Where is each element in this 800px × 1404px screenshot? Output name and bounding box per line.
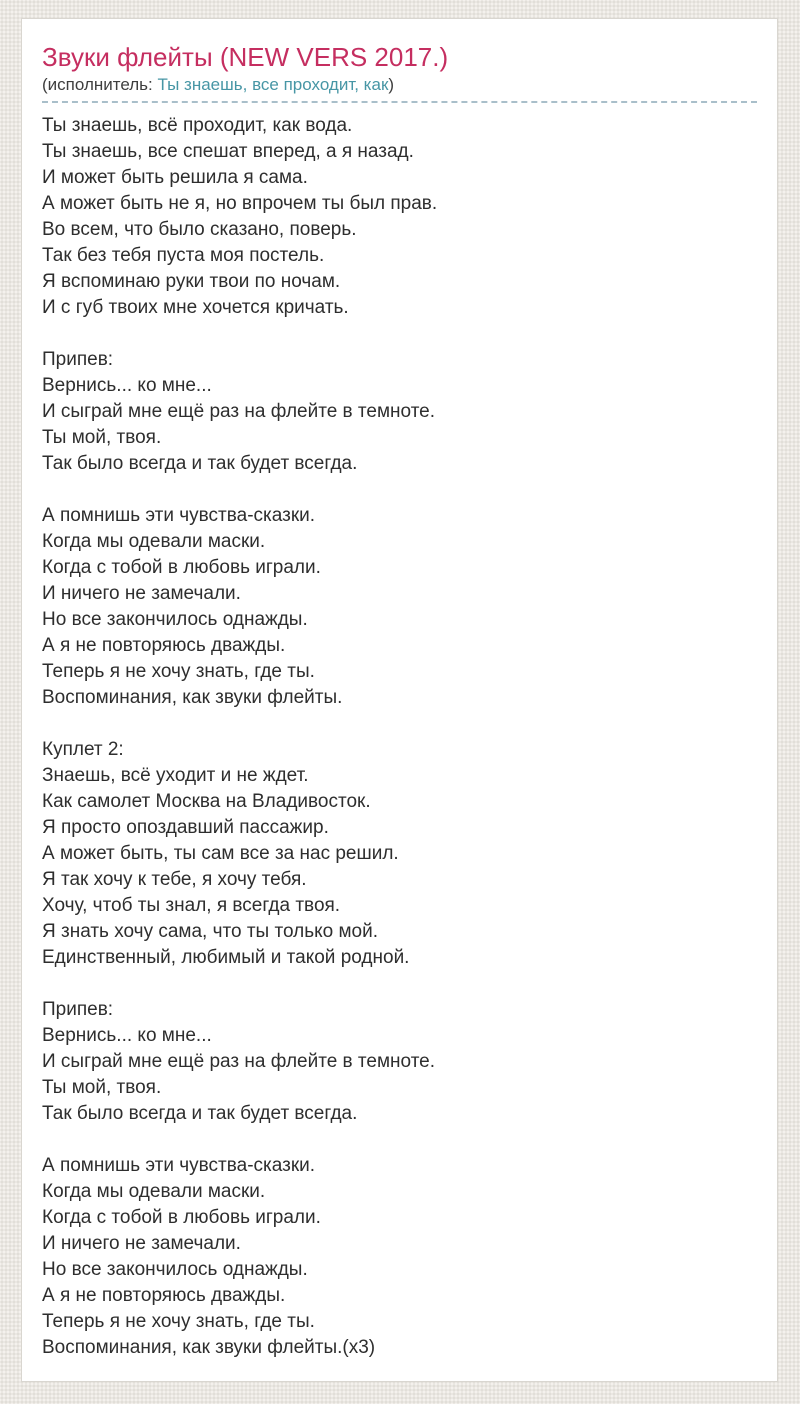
lyric-line: А помнишь эти чувства-сказки. (42, 504, 316, 526)
lyric-line: Но все закончилось однажды. (42, 1258, 308, 1280)
lyric-line: Знаешь, всё уходит и не ждет. (42, 764, 309, 786)
lyric-line: Припев: (42, 348, 114, 370)
song-header (42, 43, 757, 103)
lyric-line: Куплет 2: (42, 738, 124, 760)
stanza (42, 347, 757, 477)
stanza (42, 1153, 757, 1361)
lyric-line: А я не повторяюсь дважды. (42, 634, 286, 656)
artist-line (42, 75, 757, 95)
stanza (42, 997, 757, 1127)
lyric-line: Ты мой, твоя. (42, 1076, 162, 1098)
lyrics-text (42, 113, 757, 1361)
lyric-line: Вернись... ко мне... (42, 374, 212, 396)
lyric-line: Ты знаешь, все спешат вперед, а я назад. (42, 140, 414, 162)
lyric-line: Теперь я не хочу знать, где ты. (42, 1310, 315, 1332)
lyric-line: Во всем, что было сказано, поверь. (42, 218, 357, 240)
lyric-line: И сыграй мне ещё раз на флейте в темноте. (42, 1050, 436, 1072)
lyric-line: А может быть не я, но впрочем ты был прав. (42, 192, 438, 214)
song-title: Звуки флейты (NEW VERS 2017.) (42, 42, 449, 72)
lyric-line: Ты мой, твоя. (42, 426, 162, 448)
lyric-line: Единственный, любимый и такой родной. (42, 946, 410, 968)
artist-link[interactable]: Ты знаешь, все проходит, как (157, 74, 389, 94)
lyric-line: А помнишь эти чувства-сказки. (42, 1154, 316, 1176)
lyric-line: А я не повторяюсь дважды. (42, 1284, 286, 1306)
artist-close-paren: ) (388, 74, 395, 94)
lyric-line: Я так хочу к тебе, я хочу тебя. (42, 868, 307, 890)
artist-label: (исполнитель: (42, 74, 158, 94)
stanza (42, 503, 757, 711)
lyric-line: И сыграй мне ещё раз на флейте в темноте. (42, 400, 436, 422)
lyric-line: И с губ твоих мне хочется кричать. (42, 296, 349, 318)
lyric-line: Ты знаешь, всё проходит, как вода. (42, 114, 353, 136)
lyric-line: Как самолет Москва на Владивосток. (42, 790, 371, 812)
lyric-line: Воспоминания, как звуки флейты.(x3) (42, 1336, 376, 1358)
lyric-line: Но все закончилось однажды. (42, 608, 308, 630)
lyric-line: Хочу, чтоб ты знал, я всегда твоя. (42, 894, 341, 916)
lyric-line: Когда с тобой в любовь играли. (42, 1206, 321, 1228)
stanza (42, 737, 757, 971)
lyric-line: Я просто опоздавший пассажир. (42, 816, 329, 838)
lyric-line: И может быть решила я сама. (42, 166, 308, 188)
lyric-line: Я знать хочу сама, что ты только мой. (42, 920, 378, 942)
lyric-line: Теперь я не хочу знать, где ты. (42, 660, 315, 682)
lyric-line: А может быть, ты сам все за нас решил. (42, 842, 399, 864)
lyric-line: Так было всегда и так будет всегда. (42, 1102, 358, 1124)
lyric-line: Я вспоминаю руки твои по ночам. (42, 270, 341, 292)
lyric-line: Воспоминания, как звуки флейты. (42, 686, 343, 708)
lyric-line: Припев: (42, 998, 114, 1020)
lyric-line: Вернись... ко мне... (42, 1024, 212, 1046)
stanza (42, 113, 757, 321)
lyric-line: И ничего не замечали. (42, 1232, 241, 1254)
lyrics-card (21, 18, 778, 1382)
lyric-line: И ничего не замечали. (42, 582, 241, 604)
lyric-line: Так без тебя пуста моя постель. (42, 244, 325, 266)
lyric-line: Так было всегда и так будет всегда. (42, 452, 358, 474)
lyric-line: Когда с тобой в любовь играли. (42, 556, 321, 578)
lyric-line: Когда мы одевали маски. (42, 530, 266, 552)
lyric-line: Когда мы одевали маски. (42, 1180, 266, 1202)
